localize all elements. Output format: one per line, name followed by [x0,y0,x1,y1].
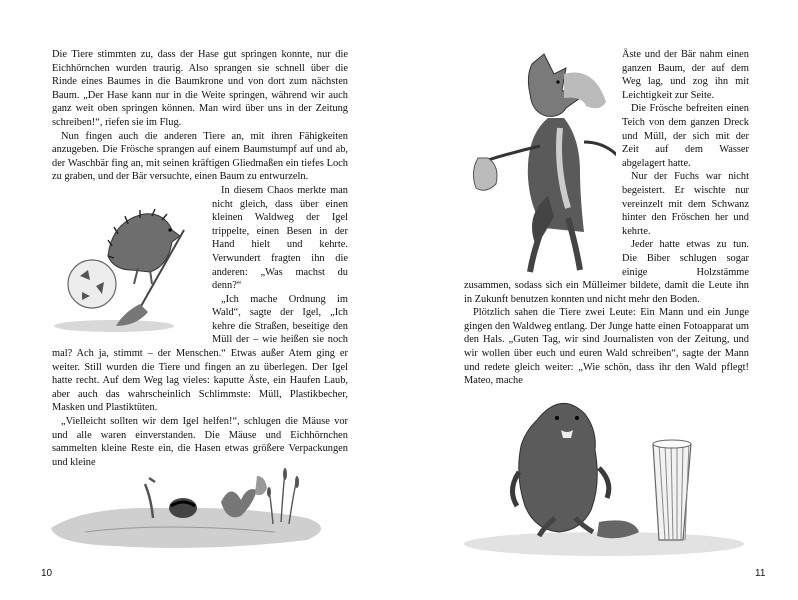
paragraph-7: Die Frösche befreiten einen Teich von dem ganzen Dreck und Müll, der sich mit der Zeit auf dem Wasser abgelagert hatte. [622,103,749,169]
beaver-trashcan-illustration [459,372,749,557]
paragraph-8: Nur der Fuchs war nicht begeistert. Er wischte nur vereinzelt mit dem Schwanz hinter den Fröschen her und kehrte. [622,171,749,237]
right-page [399,0,798,600]
paragraph-6: Äste und der Bär nahm einen ganzen Baum, der auf dem Weg lag, und zog ihn mit Leichtigkeit zur Seite. [622,49,749,101]
frog-pond-illustration [45,462,345,552]
left-text-column [52,48,348,469]
paragraph-3: In diesem Chaos merkte man nicht gleich, dass über einen kleinen Waldweg der Igel trippelte, einen Besen in der Hand hielt und kehrte. Verwundert fragten ihn die anderen: „Was machst du denn?“ [212,184,348,292]
paragraph-1: Die Tiere stimmten zu, dass der Hase gut springen konnte, nur die Eichhörnchen wurden traurig. Also sprangen sie schnell über die Rinde eines Baumes in die Baumkrone und von dort zum nächsten Baum. „Der Hase kann nur in die Weite springen, während wir auch ganz weit oben springen können. Man wird über uns in der Zeitung schreiben!“, riefen sie im Flug. [52,49,348,128]
paragraph-4: „Ich mache Ordnung im Wald“, sagte der Igel, „Ich kehre die Straßen, beseitige den Müll der – wie heißen sie noch mal? Ach ja, stimmt – der Menschen.“ Etwas außer Atem ging er weiter. Still wurden die Tiere und fingen an zu überlegen. Der Igel hatte recht. Auf dem Weg lag vieles: kaputte Äste, ein Haufen Laub, aber auch das wahrscheinlich Schlimmste: Müll, Plastikbecher, Masken und Plastiktüten. [52,293,348,414]
paragraph-9: Jeder hatte etwas zu tun. Die Biber schlugen sogar einige Holzstämme zusammen, sodass sich ein Mülleimer bildete, damit die Leute ihn in Zukunft benutzen konnten und nicht mehr den Boden. [464,239,749,305]
paragraph-5: „Vielleicht sollten wir dem Igel helfen!“, schlugen die Mäuse vor und alle waren einverstanden. Die Mäuse und Eichhörnchen sammelten kleine Reste ein, die Hasen etwas größere Verpackungen und kleine [52,416,348,468]
paragraph-10: Plötzlich sahen die Tiere zwei Leute: Ein Mann und ein Junge gingen den Waldweg entlang. Der Junge hatte einen Fotoapparat um den Hals. „Guten Tag, wir sind Journalisten von der Zeitung, und wir wollen über euch und euren Wald schreiben“, sagte der Mann und redete gleich weiter: „Wie schön, dass ihr den Wald pflegt! Mateo, mache [464,307,749,387]
fox-illustration [464,46,616,278]
paragraph-2: Nun fingen auch die anderen Tiere an, mit ihren Fähigkeiten anzugeben. Die Frösche sprangen auf einem Baumstumpf auf und ab, der Waschbär fing an, mit seinen kräftigen Gliedmaßen ein tiefes Loch zu graben, und der Bär versuchte, einen Baum zu entwurzeln. [52,130,348,183]
page-number-right: 11 [755,568,766,579]
page-number-left: 10 [41,568,53,579]
right-text-column [464,48,749,388]
hedgehog-illustration [52,186,204,336]
